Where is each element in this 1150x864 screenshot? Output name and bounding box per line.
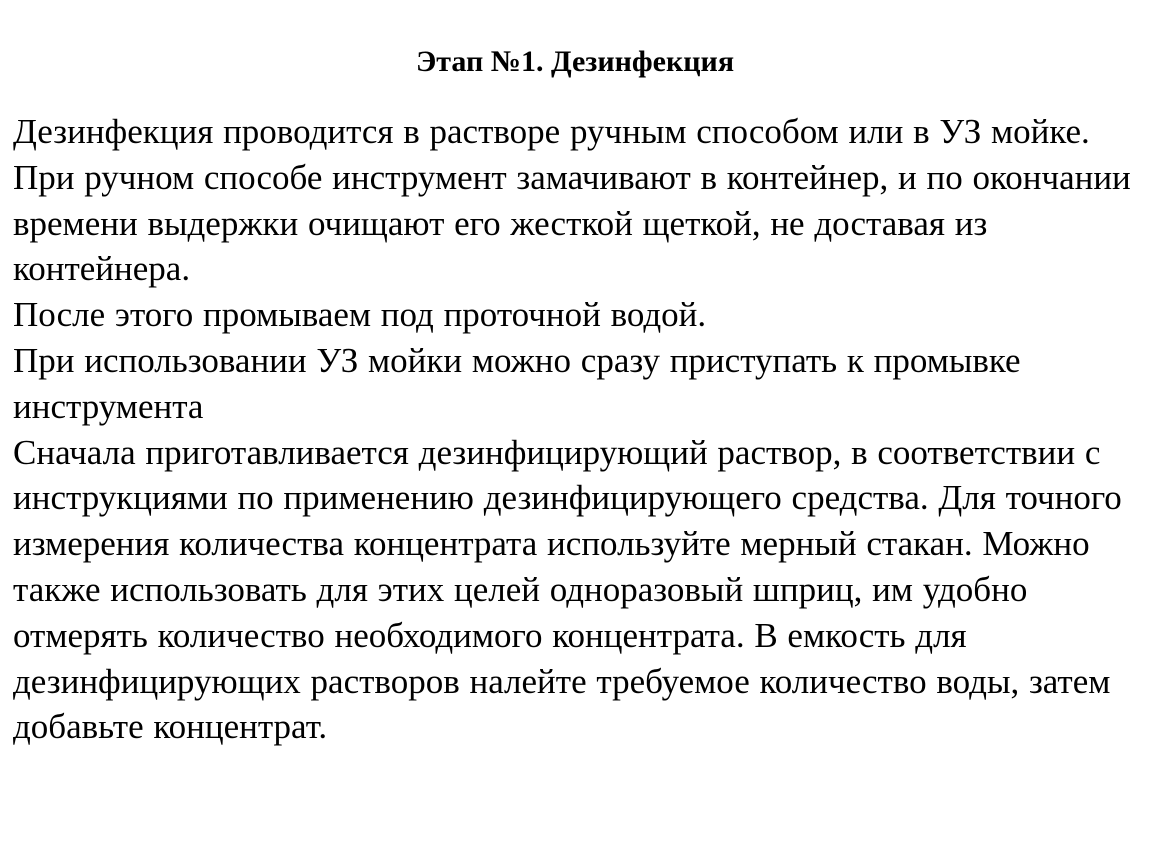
paragraph-rinse: После этого промываем под проточной водой. <box>13 295 707 335</box>
paragraph-solution-preparation: Сначала приготавливается дезинфицирующий раствор, в соответствии с инструкциями по применению дезинфицирующего средства. Для точного измерения количества концентрата используйте мерный стакан. Можно также использовать для этих целей одноразовый шприц, им удобно отмерять количество необходимого концентрата. В емкость для дезинфицирующих растворов налейте требуемое количество воды, затем добавьте концентрат. <box>13 432 1122 747</box>
paragraph-ultrasonic-method: При использовании УЗ мойки можно сразу приступать к промывке инструмента <box>13 340 1021 426</box>
paragraph-manual-method: При ручном способе инструмент замачивают в контейнер, и по окончании времени выдержки очищают его жесткой щеткой, не доставая из контейнера. <box>13 157 1131 289</box>
document-body <box>13 109 1143 750</box>
document-title: Этап №1. Дезинфекция <box>415 45 735 78</box>
paragraph-disinfection-methods: Дезинфекция проводится в растворе ручным способом или в УЗ мойке. <box>13 112 1090 151</box>
